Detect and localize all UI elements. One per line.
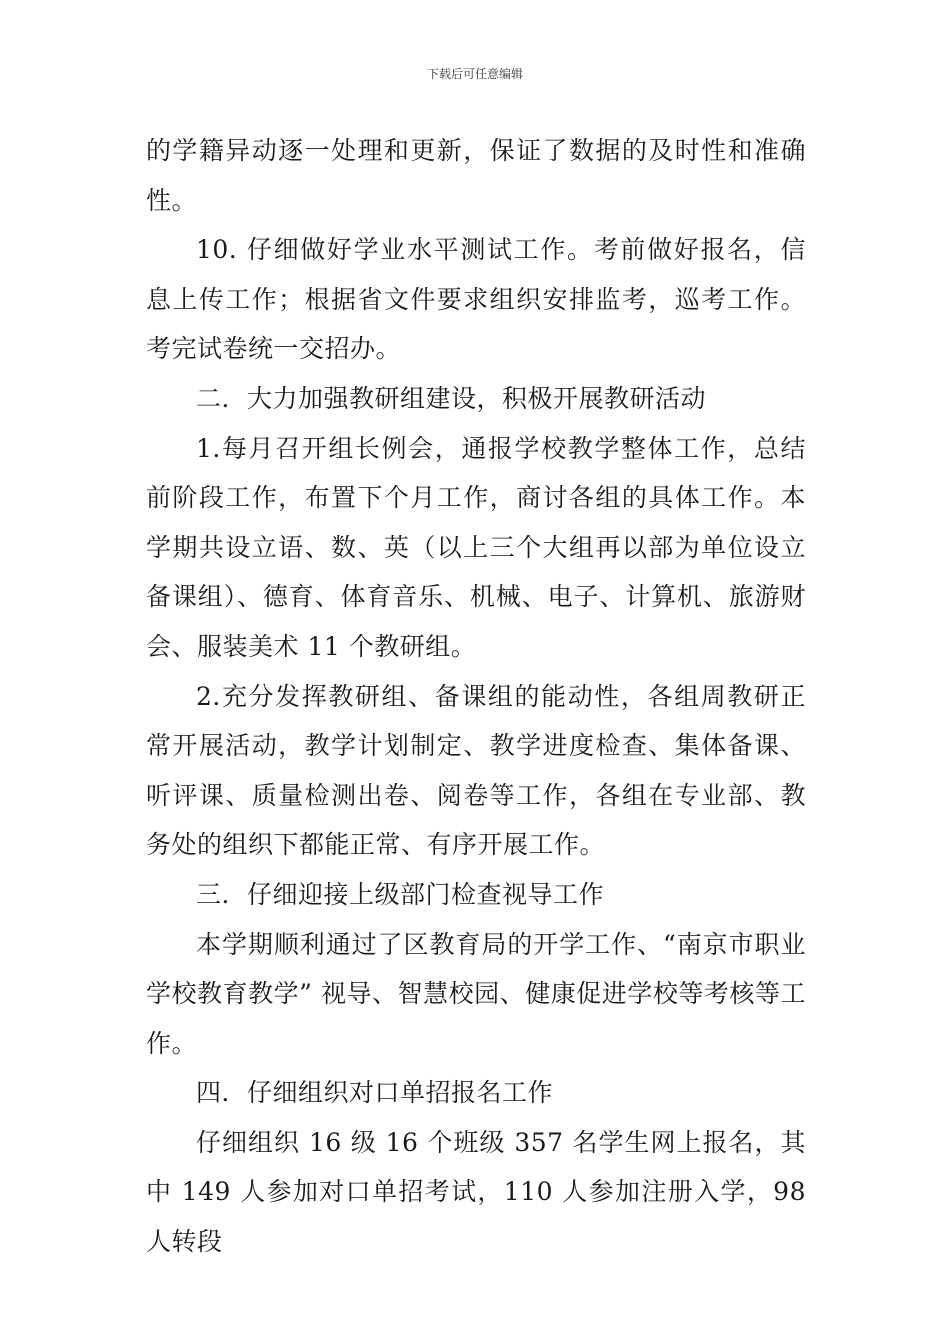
section-heading-inspection: 三．仔细迎接上级部门检查视导工作	[196, 879, 605, 909]
document-body	[146, 126, 806, 1267]
paragraph-enrollment: 仔细组织 16 级 16 个班级 357 名学生网上报名，其中 149 人参加对口单招考试，110 人参加注册入学，98 人转段	[146, 1127, 806, 1257]
section-heading-enrollment: 四．仔细组织对口单招报名工作	[196, 1078, 554, 1108]
paragraph-proficiency-test: 10. 仔细做好学业水平测试工作。考前做好报名，信息上传工作；根据省文件要求组织安排监考，巡考工作。考完试卷统一交招办。	[146, 235, 806, 364]
paragraph-monthly-meeting: 1.每月召开组长例会，通报学校教学整体工作，总结前阶段工作，布置下个月工作，商讨各组的具体工作。本学期共设立语、数、英（以上三个大组再以部为单位设立备课组）、德育、体育音乐、机械、电子、计算机、旅游财会、服装美术 11 个教研组。	[146, 433, 806, 661]
page-header-note: 下载后可任意编辑	[426, 67, 523, 81]
section-heading-teaching-research: 二．大力加强教研组建设，积极开展教研活动	[196, 383, 707, 413]
paragraph-inspection: 本学期顺利通过了区教育局的开学工作、“南京市职业学校教育教学” 视导、智慧校园、健康促进学校等考核等工作。	[146, 929, 806, 1058]
paragraph-research-groups: 2.充分发挥教研组、备课组的能动性，各组周教研正常开展活动，教学计划制定、教学进度检查、集体备课、听评课、质量检测出卷、阅卷等工作，各组在专业部、教务处的组织下都能正常、有序开展工作。	[146, 681, 806, 860]
paragraph-student-status: 的学籍异动逐一处理和更新，保证了数据的及时性和准确性。	[146, 136, 806, 215]
